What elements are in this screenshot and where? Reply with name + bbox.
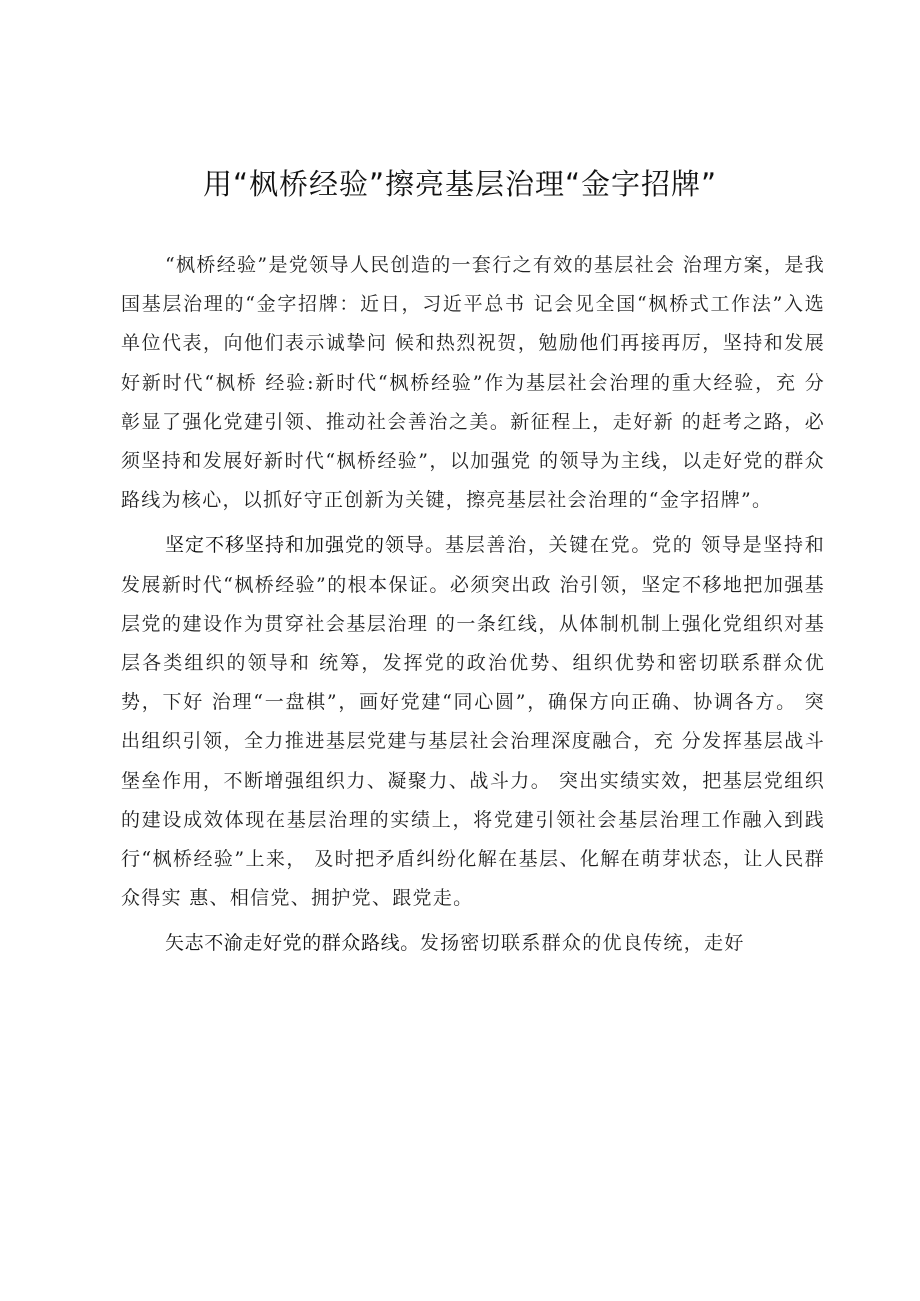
paragraph-intro-text: “枫桥经验”是党领导人民创造的一套行之有效的基层社会 治理方案，是我国基层治理的“金字招牌：近日，习近平总书 记会见全国“枫桥式工作法”入选单位代表，向他们表示诚挚问 候和热烈祝贺，勉励他们再接再厉，坚持和发展好新时代“枫桥 经验:新时代“枫桥经验”作为基层社会治理的重大经验，充 分彰显了强化党建引领、推动社会善治之美。新征程上，走好新 的赶考之路，必须坚持和发展好新时代“枫桥经验”，以加强党 的领导为主线，以走好党的群众路线为核心，以抓好守正创新为关键，擦亮基层社会治理的“金字招牌”。 xyxy=(121,254,825,512)
document-title: 用“枫桥经验”擦亮基层治理“金字招牌” xyxy=(202,167,718,201)
paragraph-party-leadership-heading: 坚定不移坚持和加强党的领导。 xyxy=(165,534,446,557)
paragraph-party-leadership-text: 基层善治，关键在党。党的 领导是坚持和发展新时代“枫桥经验”的根本保证。必须突出政 治引领，坚定不移地把加强基层党的建设作为贯穿社会基层治理 的一条红线，从体制机制上强化党组织对基层各类组织的领导和 统筹，发挥党的政治优势、组织优势和密切联系群众优势，下好 治理“一盘棋”，画好党建“同心圆”，确保方向正确、协调各方。 突出组织引领，全力推进基层党建与基层社会治理深度融合，充 分发挥基层战斗堡垒作用，不断增强组织力、凝聚力、战斗力。 突出实绩实效，把基层党组织的建设成效体现在基层治理的实绩上，将党建引领社会基层治理工作融入到践行“枫桥经验”上来， 及时把矛盾纠纷化解在基层、化解在萌芽状态，让人民群众得实 惠、相信党、拥护党、跟党走。 xyxy=(121,534,825,910)
paragraph-mass-line-text: 发扬密切联系群众的优良传统，走好 xyxy=(419,932,745,955)
paragraph-mass-line xyxy=(121,924,825,963)
paragraph-mass-line-heading: 矢志不渝走好党的群众路线。 xyxy=(165,932,420,955)
paragraph-party-leadership xyxy=(121,526,825,918)
paragraph-intro xyxy=(121,246,825,520)
document-body xyxy=(121,246,825,964)
